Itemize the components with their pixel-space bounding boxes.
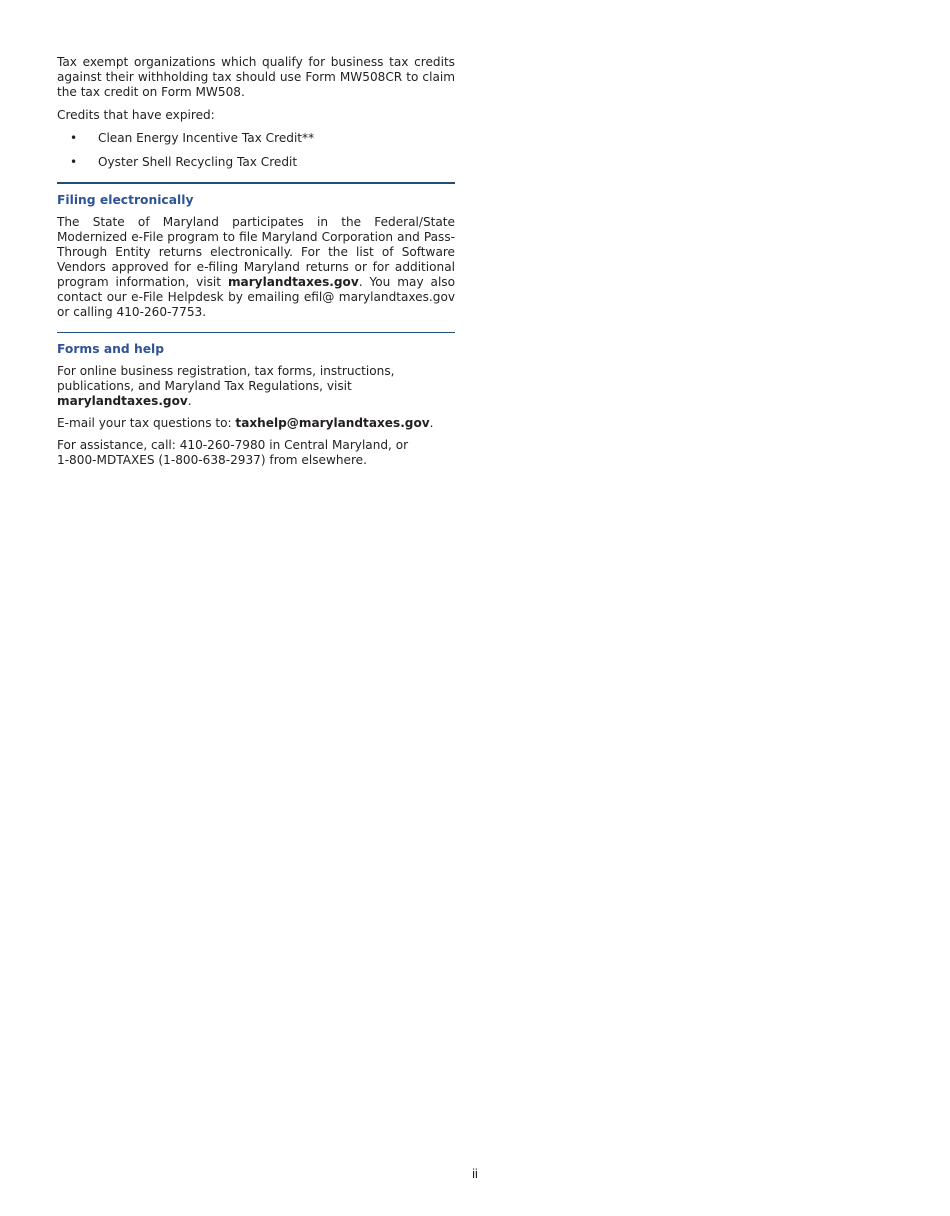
email-end: . xyxy=(429,416,434,430)
filing-text-end: . You may also contact our e-File Helpdesk by emailing efil@ marylandtaxes.gov or calling 410-260-7753. xyxy=(57,274,456,319)
bullet-icon: • xyxy=(70,131,78,145)
list-item xyxy=(57,131,455,146)
help-heading: Forms and help xyxy=(57,342,165,356)
bullet-icon: • xyxy=(70,155,78,169)
help-website-link[interactable]: marylandtaxes.gov xyxy=(57,394,188,408)
section-divider xyxy=(57,332,455,334)
filing-website-link[interactable]: marylandtaxes.gov xyxy=(227,274,359,289)
phone-line-2: 1-800-MDTAXES (1-800-638-2937) from elsewhere. xyxy=(57,453,367,467)
help-email-link[interactable]: taxhelp@marylandtaxes.gov xyxy=(235,416,430,430)
list-item xyxy=(57,155,455,170)
phone-line-1: For assistance, call: 410-260-7980 in Central Maryland, or xyxy=(57,438,409,452)
list-item-text: Oyster Shell Recycling Tax Credit xyxy=(98,155,298,169)
section-divider xyxy=(57,182,455,184)
email-paragraph xyxy=(57,416,455,431)
online-help-text: For online business registration, tax forms, instructions, publications, and Maryland Tax Regulations, visit xyxy=(57,364,395,393)
online-help-paragraph xyxy=(57,364,455,409)
online-help-end: . xyxy=(187,394,192,408)
filing-heading: Filing electronically xyxy=(57,192,194,207)
filing-paragraph xyxy=(57,215,455,320)
page-number: ii xyxy=(472,1166,478,1181)
intro-paragraph: Tax exempt organizations which qualify for business tax credits against their withholding tax should use Form MW508CR to claim the tax credit on Form MW508. xyxy=(57,55,455,99)
expired-credits-label: Credits that have expired: xyxy=(57,108,215,122)
email-prefix: E-mail your tax questions to: xyxy=(57,416,236,430)
expired-credits-list xyxy=(57,131,455,170)
content-column xyxy=(57,55,455,468)
phone-paragraph xyxy=(57,438,455,468)
filing-text: The State of Maryland participates in the Federal/State Modernized e-File program to file Maryland Corporation and Pass-Through Entity returns electronically. For the list of Software Vendors approved for e-filing Maryland returns or for additional program information, visit xyxy=(57,214,455,289)
list-item-text: Clean Energy Incentive Tax Credit** xyxy=(98,131,315,145)
